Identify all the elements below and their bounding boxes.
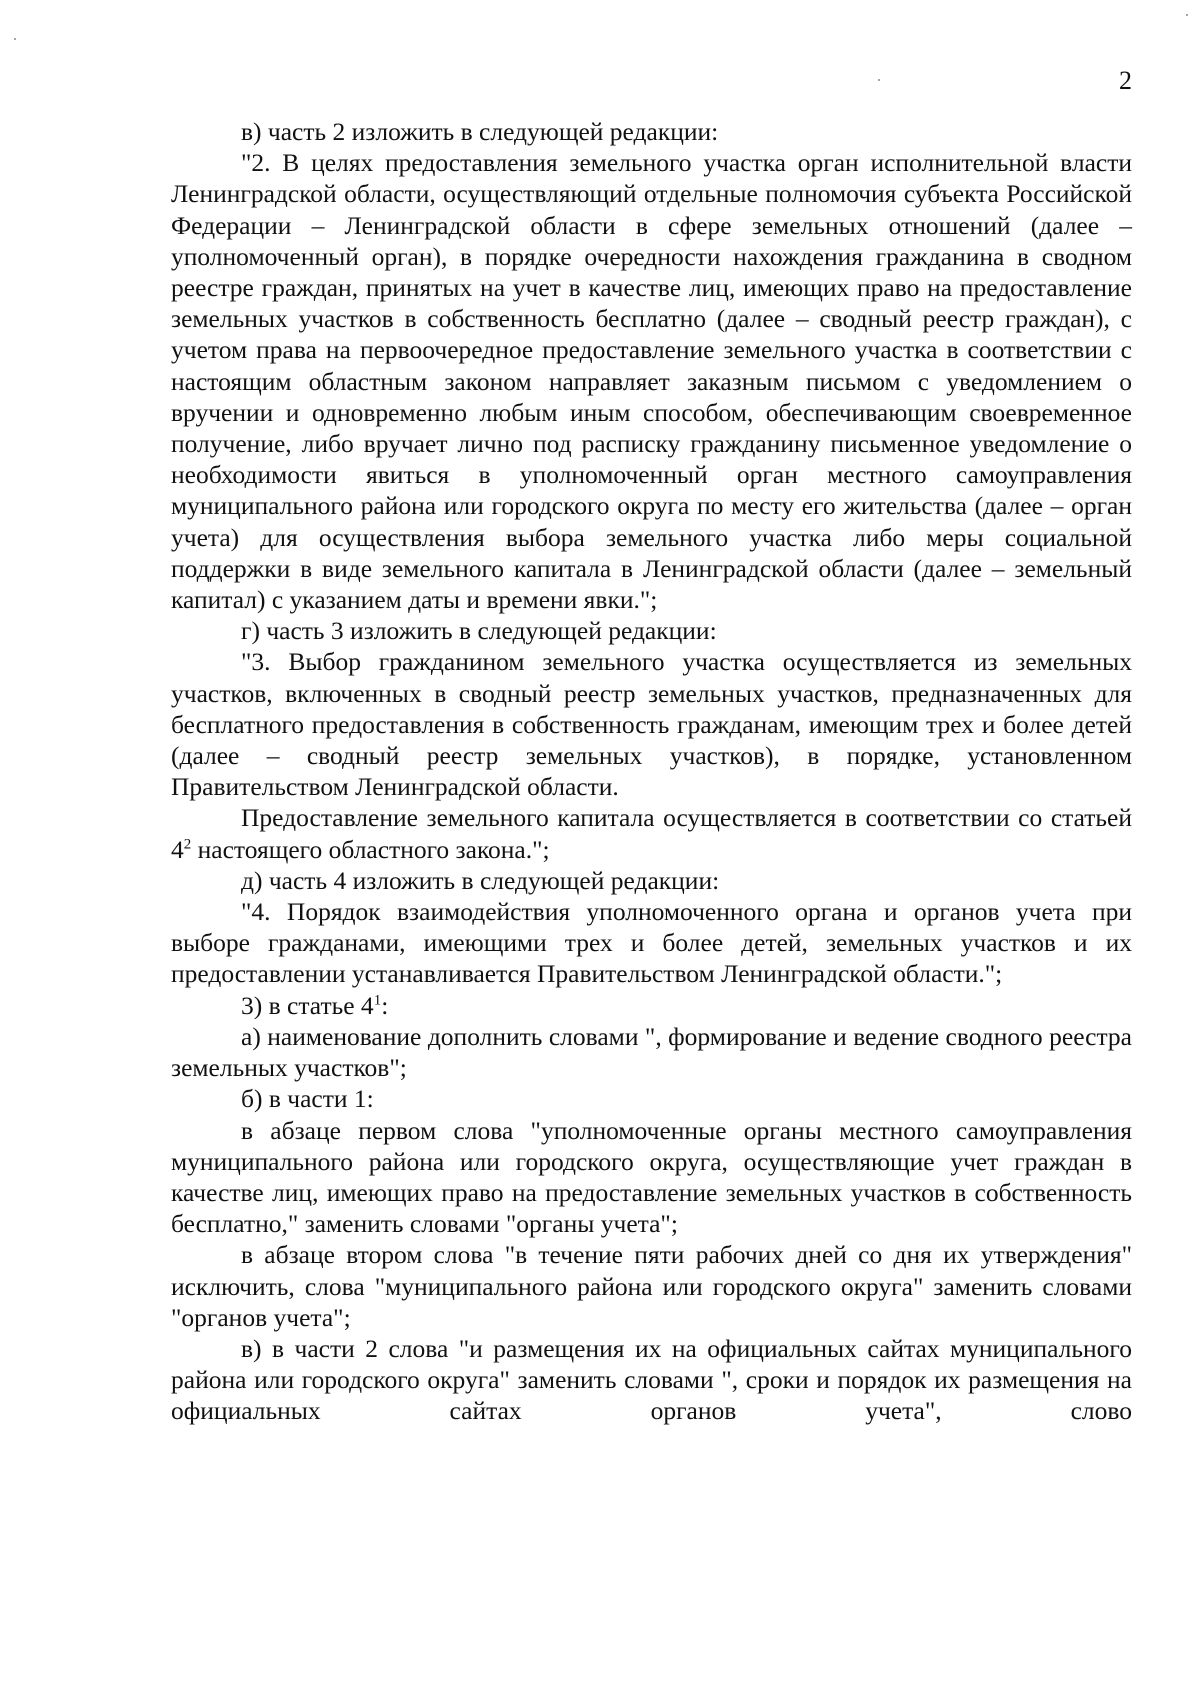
superscript: 2 [183,836,192,853]
paragraph [171,802,1132,864]
paragraph: в) часть 2 изложить в следующей редакции: [241,117,719,146]
document-body [171,116,1132,1427]
paragraph-text: : [381,990,389,1020]
paragraph-text: 3) в статье 4 [241,990,374,1020]
paragraph: г) часть 3 изложить в следующей редакции: [241,616,717,646]
paragraph: в) в части 2 слова "и размещения их на официальных сайтах муниципального района или городского округа" заменить словами ", сроки и порядок их размещения на официальных сайтах органов учета", слово [171,1333,1132,1426]
scan-speck [14,38,16,40]
paragraph: "4. Порядок взаимодействия уполномоченного органа и органов учета при выборе гражданами, имеющими трех и более детей, земельных участков и их предоставлении устанавливается Правительством Ленинградской области."; [171,897,1132,989]
paragraph-text: Предоставление земельного капитала осуществляется в соответствии со статьей 4 [171,803,1132,864]
paragraph: в абзаце первом слова "уполномоченные органы местного самоуправления муниципального района или городского округа, осуществляющие учет граждан в качестве лиц, имеющих право на предоставление земельных участков в собственность бесплатно," заменить словами "органы учета"; [171,1115,1132,1239]
paragraph: "2. В целях предоставления земельного участка орган исполнительной власти Ленинградской области, осуществляющий отдельные полномочия субъекта Российской Федерации – Ленинградской области в сфере земельных отношений (далее – уполномоченный орган), в порядке очередности нахождения гражданина в сводном реестре граждан, принятых на учет в качестве лиц, имеющих право на предоставление земельных участков в собственность бесплатно (далее – сводный реестр граждан), с учетом права на первоочередное предоставление земельного участка в соответствии с настоящим областным законом направляет заказным письмом с уведомлением о вручении и одновременно любым иным способом, обеспечивающим своевременное получение, либо вручает лично под расписку гражданину письменное уведомление о необходимости явиться в уполномоченный орган местного самоуправления муниципального района или городского округа по месту его жительства (далее – орган учета) для осуществления выбора земельного участка либо меры социальной поддержки в виде земельного капитала в Ленинградской области (далее – земельный капитал) с указанием даты и времени явки."; [171,148,1132,615]
paragraph: в абзаце втором слова "в течение пяти рабочих дней со дня их утверждения" исключить, слова "муниципального района или городского округа" заменить словами "органов учета"; [171,1240,1132,1332]
page-number: 2 [1119,66,1132,95]
paragraph-text: настоящего областного закона."; [191,834,550,864]
paragraph: а) наименование дополнить словами ", формирование и ведение сводного реестра земельных участков"; [171,1021,1132,1083]
scan-speck [878,79,880,81]
paragraph [171,990,1132,1021]
paragraph: б) в части 1: [241,1084,374,1114]
paragraph: д) часть 4 изложить в следующей редакции: [241,865,720,895]
paragraph: "3. Выбор гражданином земельного участка осуществляется из земельных участков, включенных в сводный реестр земельных участков, предназначенных для бесплатного предоставления в собственность гражданам, имеющим трех и более детей (далее – сводный реестр земельных участков), в порядке, установленном Правительством Ленинградской области. [171,647,1132,802]
superscript: 1 [373,992,382,1009]
scan-speck [1186,14,1188,16]
